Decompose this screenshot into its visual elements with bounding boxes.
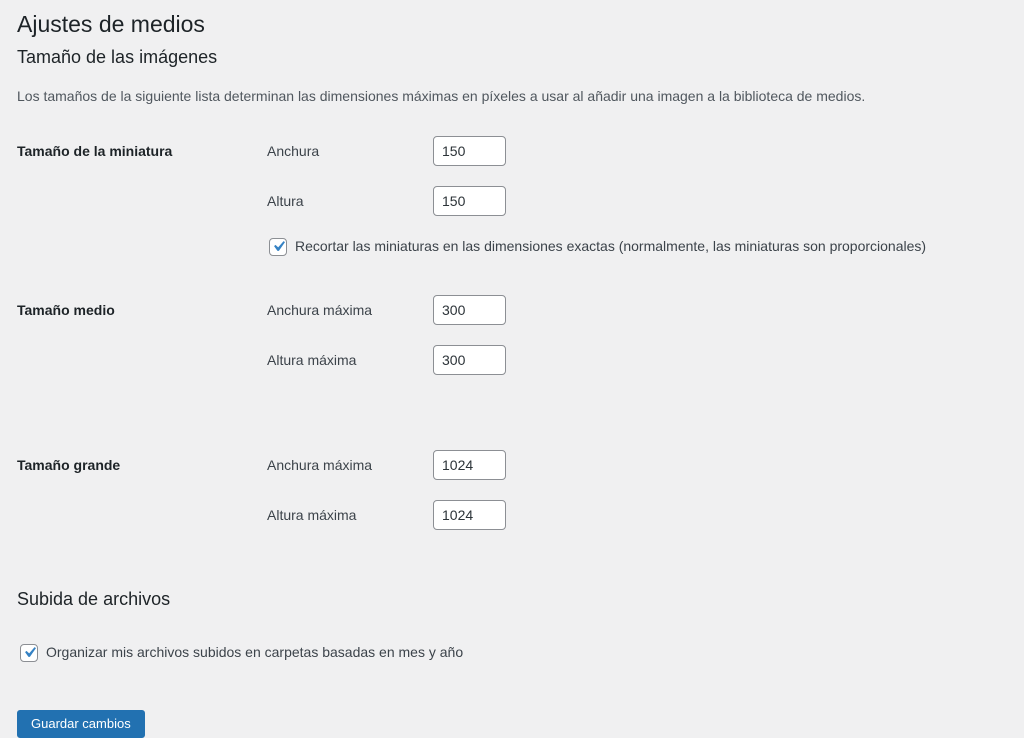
crop-thumbnails-label[interactable]: Recortar las miniaturas en las dimensiones exactas (normalmente, las miniaturas son proporcionales) bbox=[295, 238, 927, 254]
thumbnail-height-field bbox=[267, 186, 1007, 216]
medium-max-width-label: Anchura máxima bbox=[267, 302, 373, 318]
thumbnail-height-label: Altura bbox=[267, 193, 304, 209]
submit-row bbox=[17, 710, 1007, 738]
large-size-label: Tamaño grande bbox=[17, 457, 121, 473]
check-icon bbox=[268, 236, 289, 257]
section-image-sizes-title: Tamaño de las imágenes bbox=[17, 47, 218, 67]
medium-max-width-field bbox=[267, 295, 1007, 325]
medium-size-label: Tamaño medio bbox=[17, 302, 115, 318]
medium-size-row bbox=[17, 295, 1007, 395]
thumbnail-size-row bbox=[17, 136, 1007, 257]
thumbnail-width-field bbox=[267, 136, 1007, 166]
section-uploads-title: Subida de archivos bbox=[17, 589, 171, 609]
organize-uploads-row bbox=[17, 642, 1007, 663]
large-max-height-input[interactable] bbox=[433, 500, 506, 530]
large-max-width-label: Anchura máxima bbox=[267, 457, 373, 473]
image-sizes-description: Los tamaños de la siguiente lista determinan las dimensiones máximas en píxeles a usar al añadir una imagen a la biblioteca de medios. bbox=[17, 88, 866, 104]
medium-max-height-field bbox=[267, 345, 1007, 375]
crop-thumbnails-checkbox[interactable] bbox=[269, 238, 287, 256]
thumbnail-size-label: Tamaño de la miniatura bbox=[17, 143, 173, 159]
large-max-height-label: Altura máxima bbox=[267, 507, 357, 523]
save-changes-button[interactable]: Guardar cambios bbox=[17, 710, 145, 738]
check-icon bbox=[19, 642, 40, 663]
page-title: Ajustes de medios bbox=[17, 11, 205, 37]
medium-max-height-label: Altura máxima bbox=[267, 352, 357, 368]
large-size-row bbox=[17, 450, 1007, 550]
medium-max-height-input[interactable] bbox=[433, 345, 506, 375]
thumbnail-height-input[interactable] bbox=[433, 186, 506, 216]
large-max-width-input[interactable] bbox=[433, 450, 506, 480]
crop-thumbnails-row bbox=[267, 236, 1007, 257]
organize-uploads-label[interactable]: Organizar mis archivos subidos en carpetas basadas en mes y año bbox=[46, 644, 464, 660]
medium-max-width-input[interactable] bbox=[433, 295, 506, 325]
image-sizes-form bbox=[17, 136, 1007, 550]
large-max-width-field bbox=[267, 450, 1007, 480]
large-max-height-field bbox=[267, 500, 1007, 530]
thumbnail-width-input[interactable] bbox=[433, 136, 506, 166]
thumbnail-width-label: Anchura bbox=[267, 143, 320, 159]
organize-uploads-checkbox[interactable] bbox=[20, 644, 38, 662]
